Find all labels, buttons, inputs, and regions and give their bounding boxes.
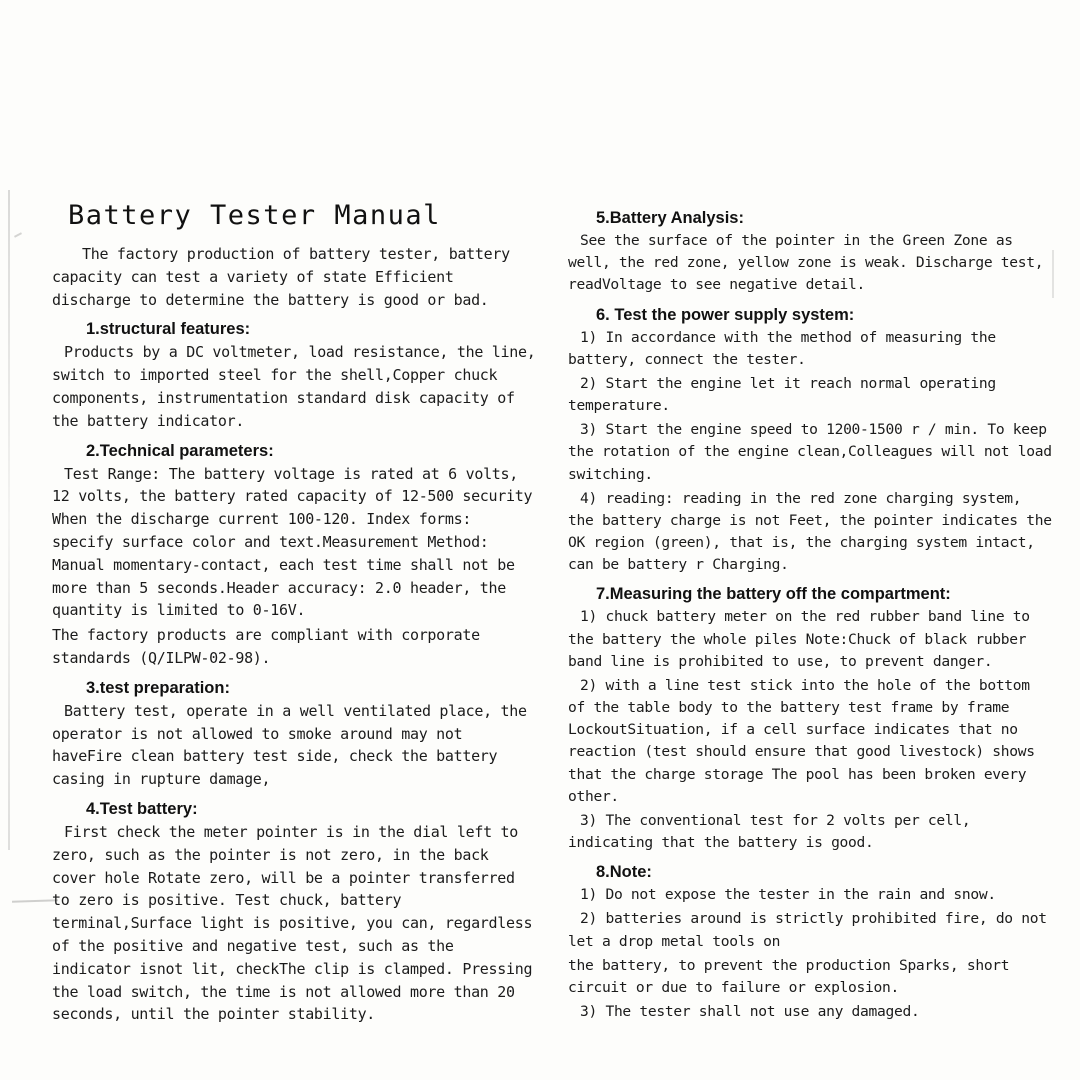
section-heading-note: 8.Note: — [596, 863, 652, 882]
page-title: Battery Tester Manual — [68, 200, 441, 231]
right-column — [562, 200, 1061, 1028]
paragraph-power-step-2: 2) Start the engine let it reach normal operating temperature. — [568, 374, 1005, 415]
paragraph-intro: The factory production of battery tester, battery capacity can test a variety of state Efficient discharge to determine the battery is good or bad. — [52, 245, 519, 309]
paragraph-measuring-step-2: 2) with a line test stick into the hole of the bottom of the table body to the battery test frame by frame LockoutSituation, if a cell surface indicates that no reaction (test should ensure that good livestock) shows that the charge storage The pool has been broken every other. — [568, 676, 1044, 805]
paragraph-note-3: 3) The tester shall not use any damaged. — [580, 1003, 920, 1021]
paragraph-measuring-step-3: 3) The conventional test for 2 volts per cell, indicating that the battery is good. — [568, 811, 979, 852]
paragraph-note-1: 1) Do not expose the tester in the rain and snow. — [580, 886, 996, 904]
section-heading-power-supply-system: 6. Test the power supply system: — [596, 305, 855, 324]
paragraph-note-2-cont: the battery, to prevent the production Sparks, short circuit or due to failure or explosion. — [568, 956, 1018, 996]
paragraph-note-2: 2) batteries around is strictly prohibited fire, do not let a drop metal tools on — [568, 910, 1056, 950]
paragraph-technical-parameters: Test Range: The battery voltage is rated at 6 volts, 12 volts, the battery rated capacity of 12-500 security When the discharge current 100-120. Index forms: specify surface color and text.Measurement Method: Manual momentary-contact, each test time shall not be more than 5 seconds.Header accuracy: 2.0 header, the quantity is limited to 0-16V. — [52, 464, 541, 620]
paragraph-corporate-standards: The factory products are compliant with corporate standards (Q/ILPW-02-98). — [52, 626, 489, 667]
paragraph-measuring-step-1: 1) chuck battery meter on the red rubber band line to the battery the whole piles Note:Chuck of black rubber band line is prohibited to use, to prevent danger. — [568, 608, 1039, 670]
section-heading-test-battery: 4.Test battery: — [86, 799, 198, 818]
section-heading-test-preparation: 3.test preparation: — [86, 678, 230, 697]
section-heading-technical-parameters: 2.Technical parameters: — [86, 441, 274, 460]
paragraph-battery-analysis: See the surface of the pointer in the Green Zone as well, the red zone, yellow zone is weak. Discharge test, readVoltage to see negative detail. — [568, 232, 1052, 294]
paragraph-test-battery: First check the meter pointer is in the dial left to zero, such as the pointer is not zero, in the back cover hole Rotate zero, will be a pointer transferred to zero is positive. Test chuck, battery terminal,Surface light is positive, you can, regardless of the positive and negative test, such as the indicator isnot lit, checkThe clip is clamped. Pressing the load switch, the time is not allowed more than 20 seconds, until the pointer stability. — [52, 822, 541, 1024]
paragraph-test-preparation: Battery test, operate in a well ventilated place, the operator is not allowed to smoke around may not haveFire clean battery test side, check the battery casing in rupture damage, — [52, 701, 536, 789]
paragraph-power-step-1: 1) In accordance with the method of measuring the battery, connect the tester. — [568, 328, 1005, 368]
section-heading-battery-analysis: 5.Battery Analysis: — [596, 209, 744, 227]
paragraph-power-step-4: 4) reading: reading in the red zone charging system, the battery charge is not Feet, the pointer indicates the OK region (green), that is, the charging system intact, can be battery r Charging. — [568, 489, 1061, 574]
paragraph-power-step-3: 3) Start the engine speed to 1200-1500 r / min. To keep the rotation of the engine clean,Colleagues will not load switching. — [568, 421, 1061, 483]
paragraph-structural-features: Products by a DC voltmeter, load resistance, the line, switch to imported steel for the shell,Copper chuck components, instrumentation standard disk capacity of the battery indicator. — [52, 343, 545, 430]
left-column — [26, 200, 545, 1028]
section-heading-measuring-battery-off: 7.Measuring the battery off the compartment: — [596, 585, 951, 604]
document-columns — [0, 200, 1080, 1028]
section-heading-structural-features: 1.structural features: — [86, 320, 251, 339]
